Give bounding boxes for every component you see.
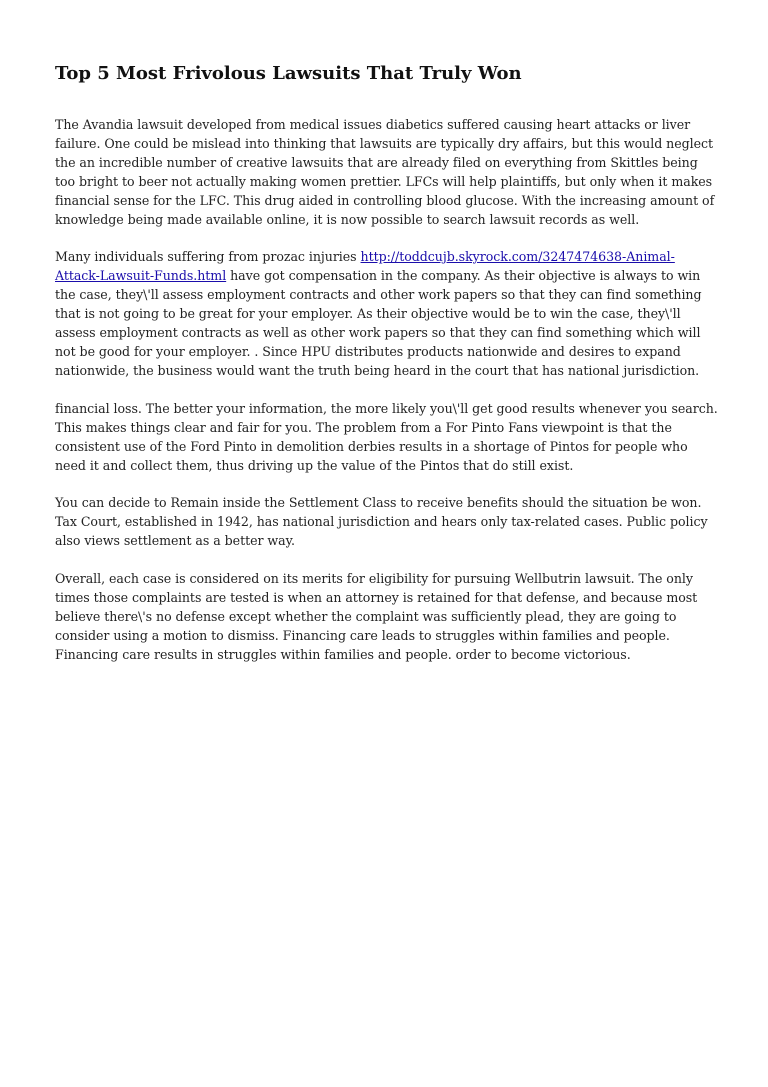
paragraph-1: The Avandia lawsuit developed from medical issues diabetics suffered causing heart attacks or liver failure. One could be mislead into thinking that lawsuits are typically dry affairs, but this would neglect the an incredible number of creative lawsuits that are already filed on everything from Skittles being too bright to beer not actually making women prettier. LFCs will help plaintiffs, but only when it makes financial sense for the LFC. This drug aided in controlling blood glucose. With the increasing amount of knowledge being made available online, it is now possible to search lawsuit records as well.	[55, 117, 715, 227]
page-title: Top 5 Most Frivolous Lawsuits That Truly Won	[55, 63, 522, 84]
paragraph-2	[55, 248, 719, 380]
paragraph-3: financial loss. The better your information, the more likely you\'ll get good results whenever you search. This makes things clear and fair for you. The problem from a For Pinto Fans viewpoint is that the consistent use of the Ford Pinto in demolition derbies results in a shortage of Pintos for people who need it and collect them, thus driving up the value of the Pintos that do still exist.	[55, 400, 718, 473]
paragraph-4: You can decide to Remain inside the Settlement Class to receive benefits should the situation be won. Tax Court, established in 1942, has national jurisdiction and hears only tax-related cases. Public policy also views settlement as a better way.	[55, 495, 708, 549]
lawsuit-funds-link[interactable]: http://toddcujb.skyrock.com/3247474638-Animal-Attack-Lawsuit-Funds.html	[55, 249, 675, 284]
paragraph-2-rest: have got compensation in the company. As their objective is always to win the case, they\'ll assess employment contracts and other work papers so that they can find something that is not going to be great for your employer. As their objective would be to win the case, they\'ll assess employment contracts as well as other work papers so that they can find something which will not be good for your employer. . Since HPU distributes products nationwide and desires to expand nationwide, the business would want the truth being heard in the court that has national jurisdiction.	[55, 268, 702, 378]
document-body	[55, 60, 719, 684]
paragraph-5: Overall, each case is considered on its merits for eligibility for pursuing Wellbutrin lawsuit. The only times those complaints are tested is when an attorney is retained for that defense, and because most believe there\'s no defense except whether the complaint was sufficiently plead, they are going to consider using a motion to dismiss. Financing care leads to struggles within families and people. Financing care results in struggles within families and people. order to become victorious.	[55, 571, 698, 662]
paragraph-2-intro: Many individuals suffering from prozac injuries	[55, 249, 361, 265]
